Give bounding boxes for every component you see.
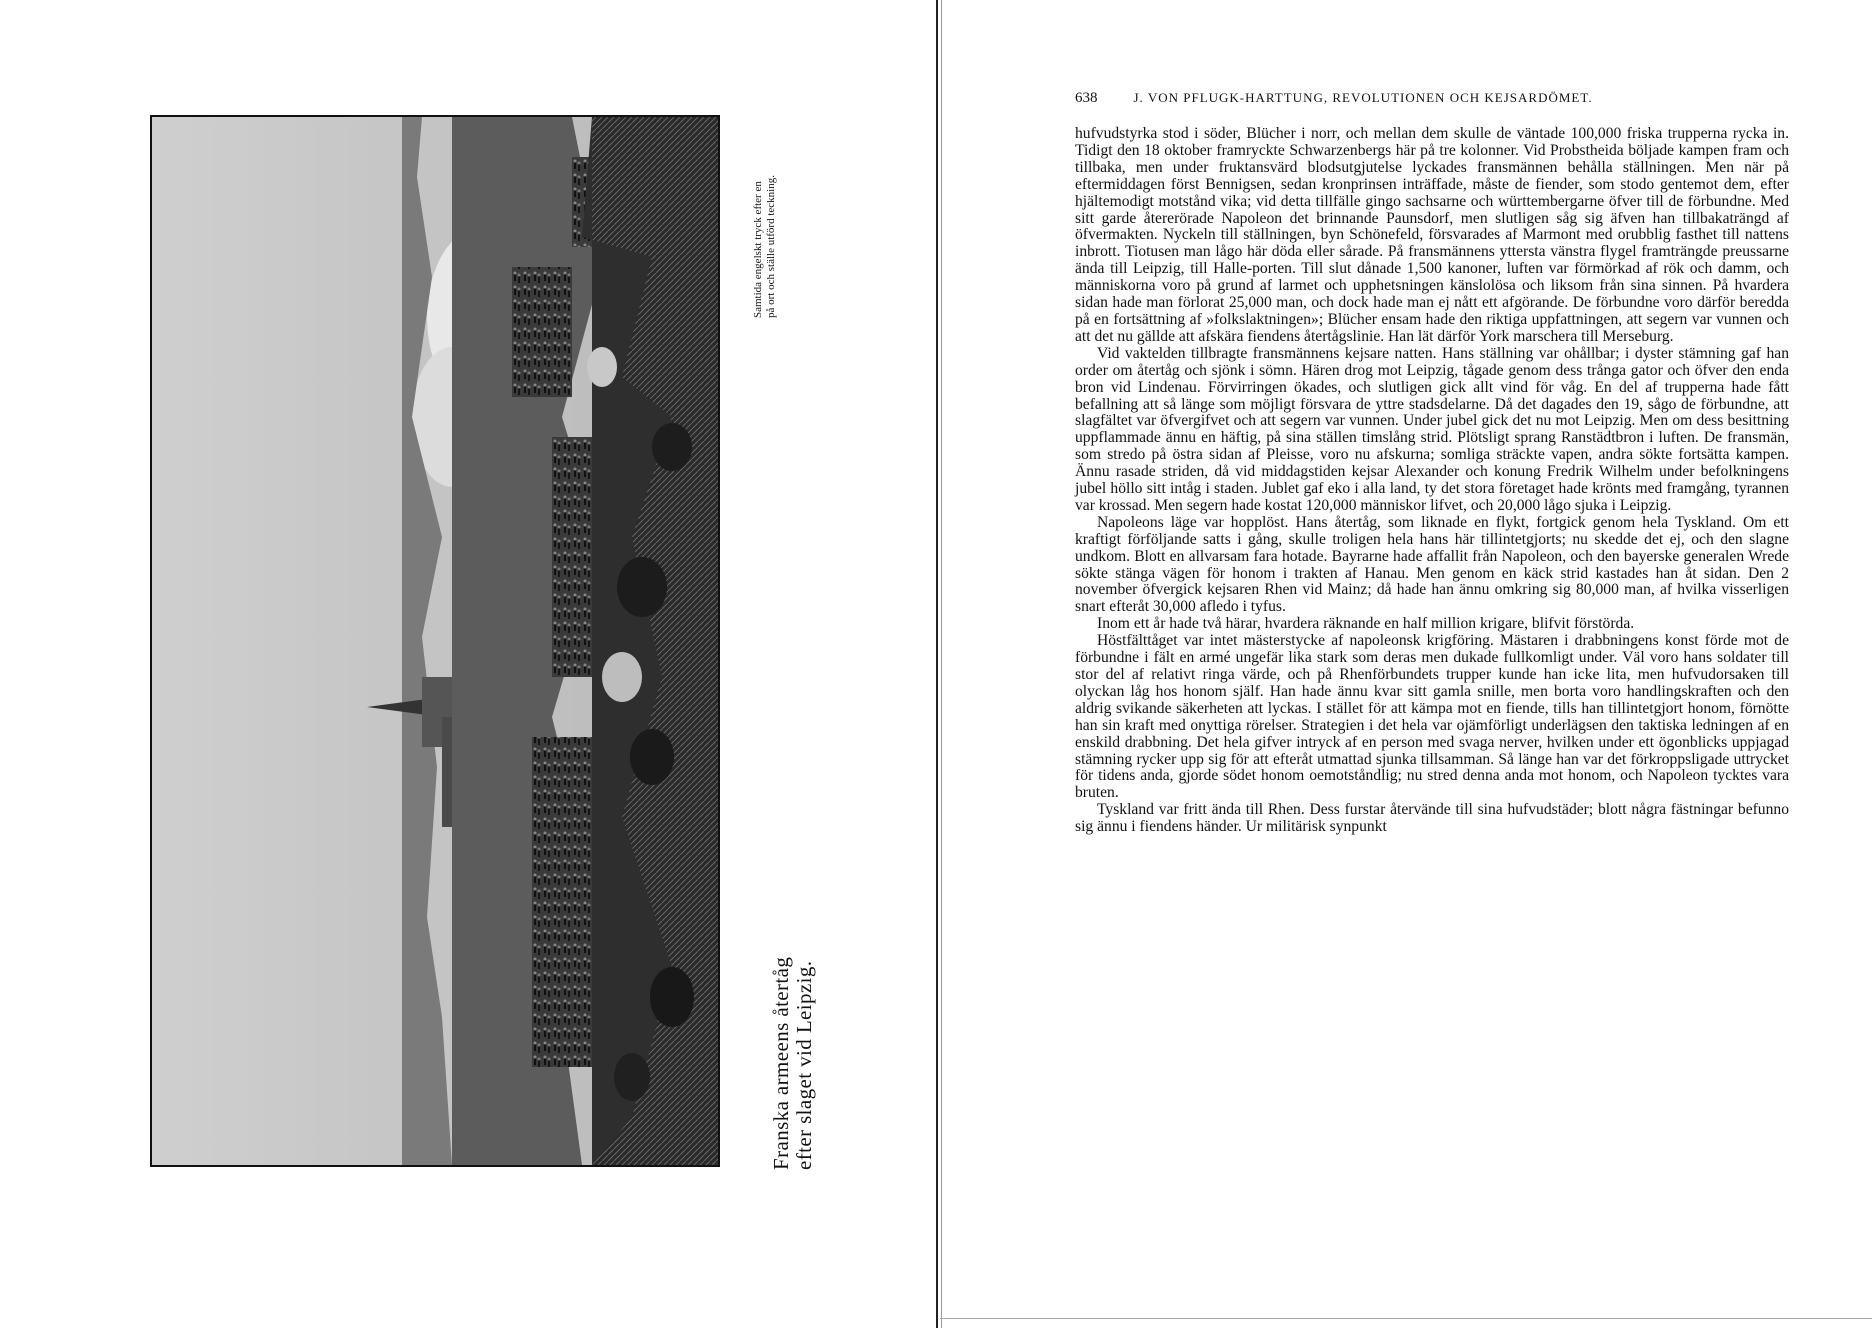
engraving-image [152,117,718,1165]
caption-line-1: Franska armeens återtåg [769,956,793,1170]
body-text [1075,126,1789,836]
page-bottom-edge [940,1318,1872,1319]
credit-line-2: på ort och ställe utförd teckning. [765,175,777,318]
paragraph-4: Inom ett år hade två härar, hvardera räknande en half million krigare, blifvit förstörda. [1097,615,1635,633]
caption-line-2: efter slaget vid Leipzig. [792,960,816,1170]
paragraph-1: hufvudstyrka stod i söder, Blücher i norr, och mellan dem skulle de väntade 100,000 friska trupperna rycka in. Tidigt den 18 oktober framryckte Schwarzenbergs här på tre kolonner. Vid Probstheida böljade kampen fram och tillbaka, men under fruktansvärd blodsutgjutelse lyckades fransmännen behålla ställningen. Men när på eftermiddagen först Bennigsen, sedan kronprinsen inträffade, måste de fiender, som stodo gentemot dem, efter hjältemodigt motstånd vika; vid detta tillfälle gingo sachsarne och württembergarne öfver till de förbundne. Med sitt garde återerörade Napoleon det brinnande Paunsdorf, men slutligen såg sig äfven han tillbakaträngd af öfvermakten. Nyckeln till ställningen, byn Schönefeld, försvarades af Marmont med orubblig fasthet till nattens inbrott. Tiotusen man lågo här döda eller sårade. På fransmännens yttersta vänstra flygel framträngde preussarne ända till Leipzig, till Halle-porten. Till slut dånade 1,500 kanoner, luften var förmörkad af rök och damm, och människorna voro på grund af larmet och upphetsningen känslolösa och liksom från sina sinnen. På hvardera sidan hade man förlorat 25,000 man, och dock hade man ej nått ett afgörande. De förbundne voro därför beredda på en fortsättning af »folkslaktningen»; Blücher ensam hade den riktiga uppfattningen, att segern var vunnen och att det nu gällde att afskära fiendens återtågslinie. Han lät därför York marschera till Merseburg. [1075,125,1789,345]
paragraph-5: Höstfälttåget var intet mästerstycke af napoleonsk krigföring. Mästaren i drabbningens konst förde mot de förbundne i fält en armé ungefär lika stark som deras men dukade fullkomligt under. Väl voro hans soldater till stor del af relativt ringa värde, och på Rhenförbundets trupper kunde han icke lita, men hufvudorsaken till olyckan låg hos honom själf. Han hade ännu kvar sitt gamla snille, men borta voro handlingskraften och den aldrig svikande säkerheten att lyckas. I stället för att kämpa mot en fiende, tills han tillintetgjort honom, förnötte han sin kraft med onyttiga rörelser. Strategien i det hela var ojämförligt underlägsen den taktiska ledningen af en enskild drabbning. Det hela gifver intryck af en person med svaga nerver, hvilken under ett ögonblicks uppjagad stämning rycker upp sig för att efteråt utmattad sjunka tillsamman. Så länge han var det förkroppsligade uttrycket för tidens anda, gjorde södet honom oemotståndlig; nu stred denna anda mot honom, och Napoleon tycktes vara bruten. [1075,632,1789,802]
illustration-caption [770,957,816,1170]
illustration-credit [752,175,778,318]
paragraph-2: Vid vaktelden tillbragte fransmännens kejsare natten. Hans ställning var ohållbar; i dyster stämning gaf han order om återtåg och sjönk i sömn. Hären drog mot Leipzig, tågade genom dess trånga gator och öfver den enda bron vid Lindenau. Förvirringen ökades, och slutligen gick allt vind för våg. En del af trupperna hade fått befallning att så länge som möjligt försvara de yttre stadsdelarne. Då det dagades den 19, sågo de förbundne, att slagfältet var öfvergifvet och att segern var vunnen. Under jubel gick det nu mot Leipzig. Men om dess besittning uppflammade ännu en häftig, på sina ställen timslång strid. Plötsligt sprang Ranstädtbron i luften. De fransmän, som stredo på östra sidan af Pleisse, voro nu afskurna; somliga sträckte vapen, andra sökte fortsätta kampen. Ännu rasade striden, då vid middagstiden kejsar Alexander och konung Fredrik Wilhelm under befolkningens jubel höllo sitt intåg i staden. Jublet gaf eko i alla land, ty det stora företaget hade krönts med framgång, tyrannen var krossad. Men segern hade kostat 120,000 människor lifvet, och 20,000 lågo sjuka i Leipzig. [1075,344,1789,514]
credit-line-1: Samtida engelskt tryck efter en [752,181,764,318]
page-number: 638 [1075,90,1098,106]
right-page [943,0,1872,1328]
page-gutter-edge [941,0,942,1328]
page-gutter [936,0,938,1328]
paragraph-6: Tyskland var fritt ända till Rhen. Dess furstar återvände till sina hufvudstäder; blott några fästningar befunno sig ännu i fiendens händer. Ur militärisk synpunkt [1075,801,1789,836]
running-head [1075,90,1785,107]
paragraph-3: Napoleons läge var hopplöst. Hans återtåg, som liknade en flykt, fortgick genom hela Tyskland. Om ett kraftigt förföljande satts i gång, skulle troligen hela hans här tillintetgjorts; nu skedde det ej, och den slagne undkom. Blott en allvarsam fara hotade. Bayrarne hade affallit från Napoleon, och den bayerske generalen Wrede sökte stänga vägen för honom i trakten af Hanau. Men genom en käck strid kastades han åt sidan. Den 2 november öfvergick kejsaren Rhen vid Mainz; då hade han ännu omkring sig 80,000 man, af hvilka visserligen snart efteråt 30,000 afledo i tyfus. [1075,513,1789,616]
engraving-illustration [150,115,720,1167]
running-head-title: J. VON PFLUGK-HARTTUNG, REVOLUTIONEN OCH KEJSARDÖMET. [1133,90,1593,105]
